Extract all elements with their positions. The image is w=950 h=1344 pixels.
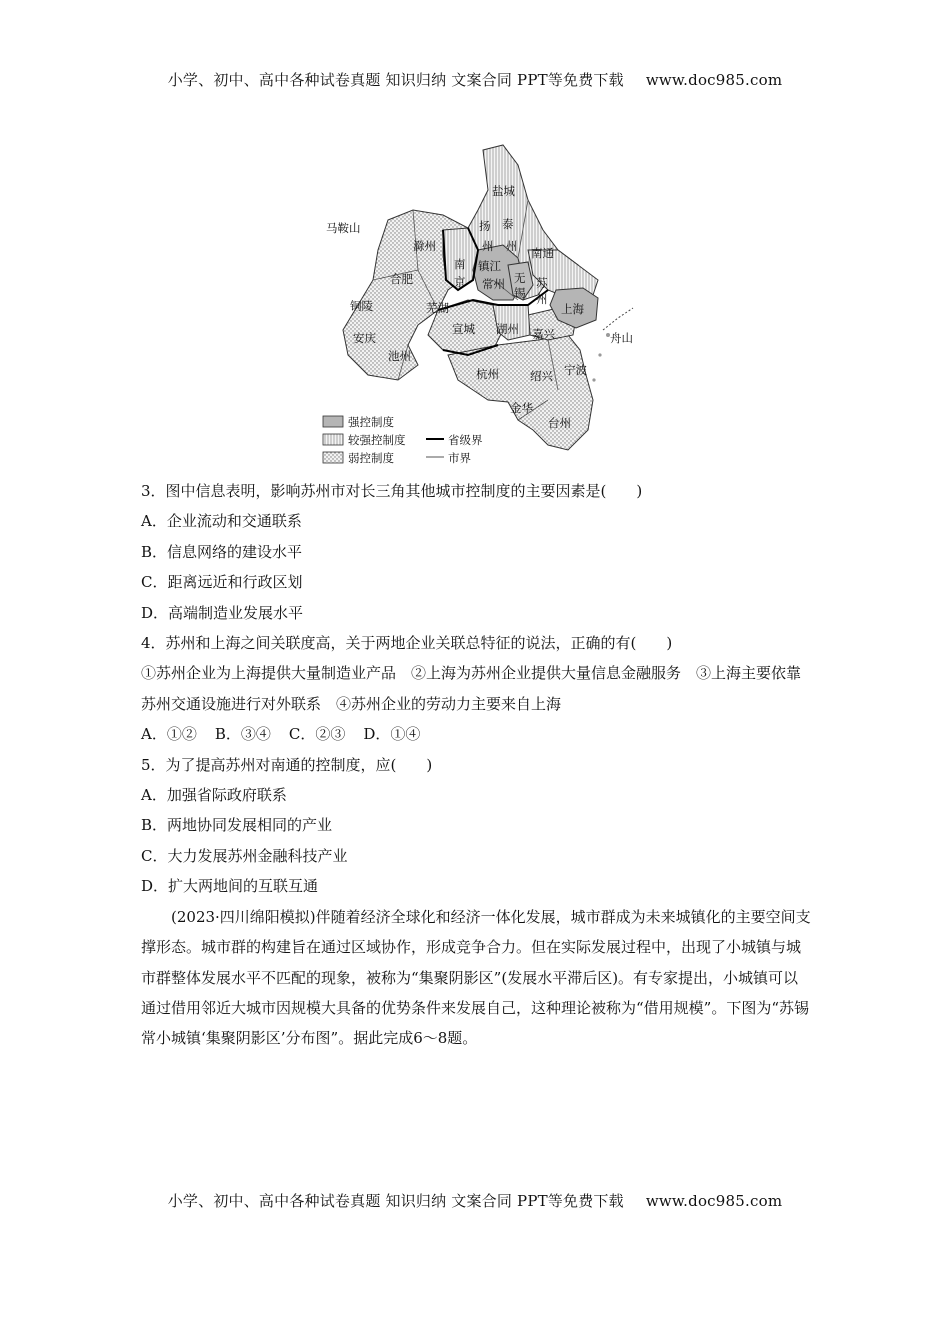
map-legend [323,415,483,465]
q5-option-a: A．加强省际政府联系 [141,786,287,805]
label-maanshan: 马鞍山 [326,221,361,235]
yangtze-delta-map [318,140,638,470]
label-zhou2: 州 [506,239,518,253]
map-svg [318,140,638,470]
label-ningbo: 宁波 [564,363,587,377]
label-shaoxing: 绍兴 [530,369,553,383]
page-header [0,69,950,90]
label-yang: 扬 [479,219,491,233]
q5-option-c: C．大力发展苏州金融科技产业 [141,846,348,865]
label-huzhou: 湖州 [496,322,519,336]
label-taizhou: 台州 [548,416,571,430]
label-nan: 南 [454,257,466,271]
legend-province-border: 省级界 [448,433,483,447]
q4-stem: 4．苏州和上海之间关联度高，关于两地企业关联总特征的说法，正确的有( ) [141,634,673,653]
island-mark [592,378,595,381]
island-mark [598,353,601,356]
label-jinhua: 金华 [510,401,533,415]
label-jiaxing: 嘉兴 [532,327,555,341]
q4-options [141,719,813,749]
q4-option-a: A．①② [141,725,197,744]
label-hangzhou: 杭州 [476,367,499,381]
q3-stem: 3．图中信息表明，影响苏州市对长三角其他城市控制度的主要因素是( ) [141,482,643,500]
footer-url[interactable]: www.doc985.com [645,1192,783,1210]
label-xi: 锡 [514,286,526,300]
q3-option-b: B．信息网络的建设水平 [141,542,303,561]
coast-islands [603,308,633,330]
page-footer [0,1190,950,1211]
q3-option-c: C．距离远近和行政区划 [141,573,303,592]
label-yancheng: 盐城 [492,184,515,198]
label-wuhu: 芜湖 [426,301,449,315]
legend-medium: 较强控制度 [348,433,406,447]
legend-weak: 弱控制度 [348,451,394,465]
legend-strong: 强控制度 [348,415,394,429]
footer-text: 小学、初中、高中各种试卷真题 知识归纳 文案合同 PPT等免费下载 [167,1192,624,1210]
header-url[interactable]: www.doc985.com [645,71,783,89]
q4-statements: ①苏州企业为上海提供大量制造业产品 ②上海为苏州企业提供大量信息金融服务 ③上海主要依靠苏州交通设施进行对外联系 ④苏州企业的劳动力主要来自上海 [141,664,802,713]
passage-paragraph: (2023·四川绵阳模拟)伴随着经济全球化和经济一体化发展，城市群成为未来城镇化的主要空间支撑形态。城市群的构建旨在通过区域协作，形成竞争合力。但在实际发展过程中，出现了小城镇与城市群整体发展水平不匹配的现象，被称为“集聚阴影区”(发展水平滞后区)。有专家提出，小城镇可以通过借用邻近大城市因规模大具备的优势条件来发展自己，这种理论被称为“借用规模”。下图为“苏锡常小城镇‘集聚阴影区’分布图”。据此完成6～8题。 [141,907,811,1048]
q5-stem: 5．为了提高苏州对南通的控制度，应( ) [141,755,433,774]
label-xuancheng: 宣城 [452,322,475,336]
legend-swatch-strong [323,416,343,427]
label-zhoushan: 舟山 [610,331,633,345]
q4-option-b: B．③④ [214,725,271,744]
label-changzhou: 常州 [482,277,505,291]
label-zhou3: 州 [536,292,548,306]
q3-option-d: D．高端制造业发展水平 [141,603,304,622]
label-anqing: 安庆 [353,331,376,345]
label-shanghai: 上海 [561,302,584,316]
label-zhenjiang: 镇江 [478,259,501,273]
question-content [141,476,813,1054]
label-nantong: 南通 [531,246,554,260]
label-su: 苏 [536,276,548,290]
label-chuzhou: 滁州 [413,239,436,253]
q4-option-c: C．②③ [288,725,346,744]
q5-option-d: D．扩大两地间的互联互通 [141,877,319,896]
label-hefei: 合肥 [390,272,413,286]
label-tai: 泰 [502,217,514,231]
label-wu: 无 [514,271,526,285]
header-text: 小学、初中、高中各种试卷真题 知识归纳 文案合同 PPT等免费下载 [167,71,624,89]
legend-swatch-medium [323,434,343,445]
label-chizhou: 池州 [388,349,411,363]
label-zhou1: 州 [482,239,494,253]
q4-option-d: D．①④ [363,725,421,744]
label-tongling: 铜陵 [350,299,373,313]
q5-option-b: B．两地协同发展相同的产业 [141,816,333,835]
label-jing: 京 [454,275,466,289]
legend-swatch-weak [323,452,343,463]
q3-option-a: A．企业流动和交通联系 [141,512,302,531]
legend-city-border: 市界 [448,451,471,465]
